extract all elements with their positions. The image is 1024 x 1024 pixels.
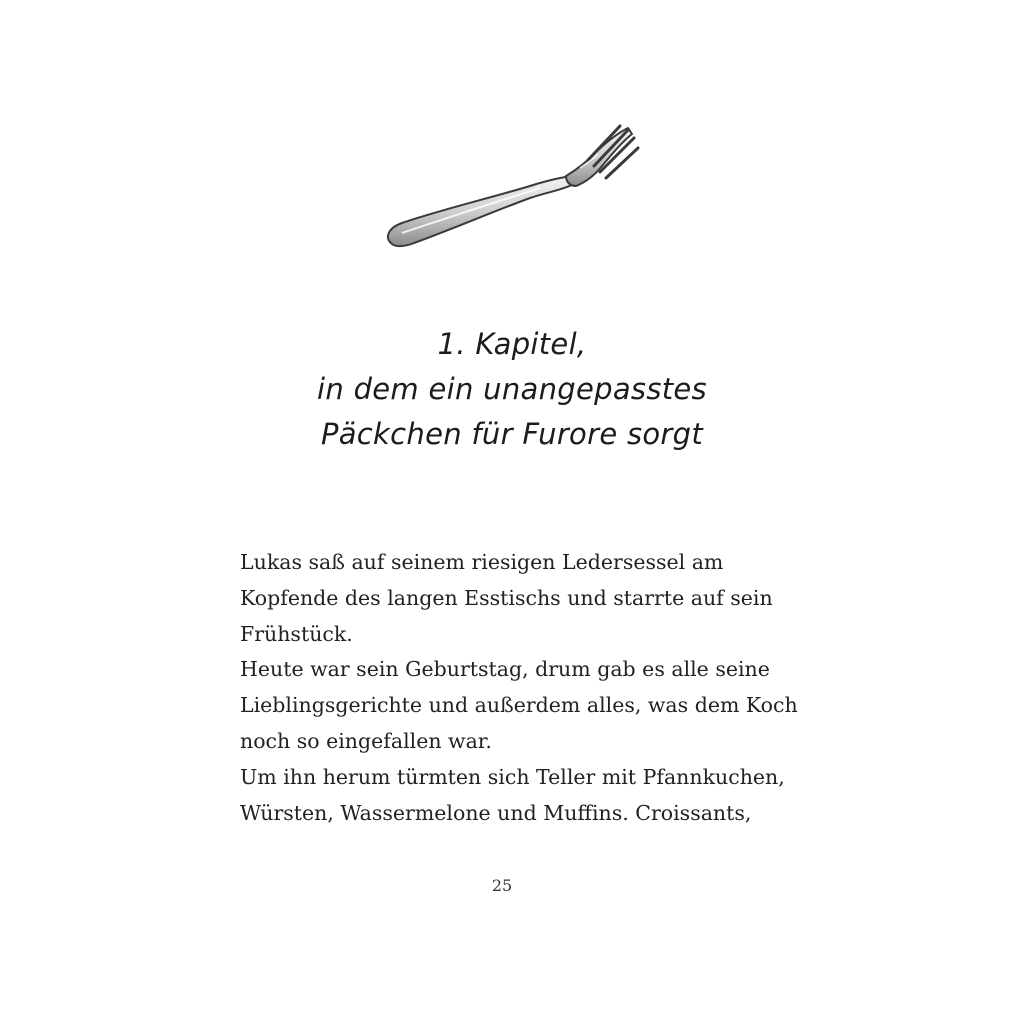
text-line: Kopfende des langen Esstischs und starrte auf sein	[240, 585, 773, 610]
chapter-heading-line: 1. Kapitel,	[437, 327, 587, 361]
text-line: Lukas saß auf seinem riesigen Ledersessel am	[240, 550, 724, 574]
chapter-heading-line: Päckchen für Furore sorgt	[320, 417, 704, 451]
body-text	[240, 545, 800, 831]
text-line: Würsten, Wassermelone und Muffins. Croissants,	[240, 800, 752, 825]
fork-icon	[380, 120, 642, 260]
text-line: Frühstück.	[240, 621, 353, 646]
page-number: 25	[491, 876, 513, 895]
chapter-heading	[262, 322, 762, 457]
text-line: Lieblingsgerichte und außerdem alles, was dem Koch	[240, 693, 798, 718]
text-line: noch so eingefallen war.	[240, 728, 492, 753]
text-line: Heute war sein Geburtstag, drum gab es alle seine	[240, 657, 770, 682]
text-line: Um ihn herum türmten sich Teller mit Pfannkuchen,	[240, 764, 785, 789]
chapter-heading-line: in dem ein unangepasstes	[317, 372, 707, 406]
